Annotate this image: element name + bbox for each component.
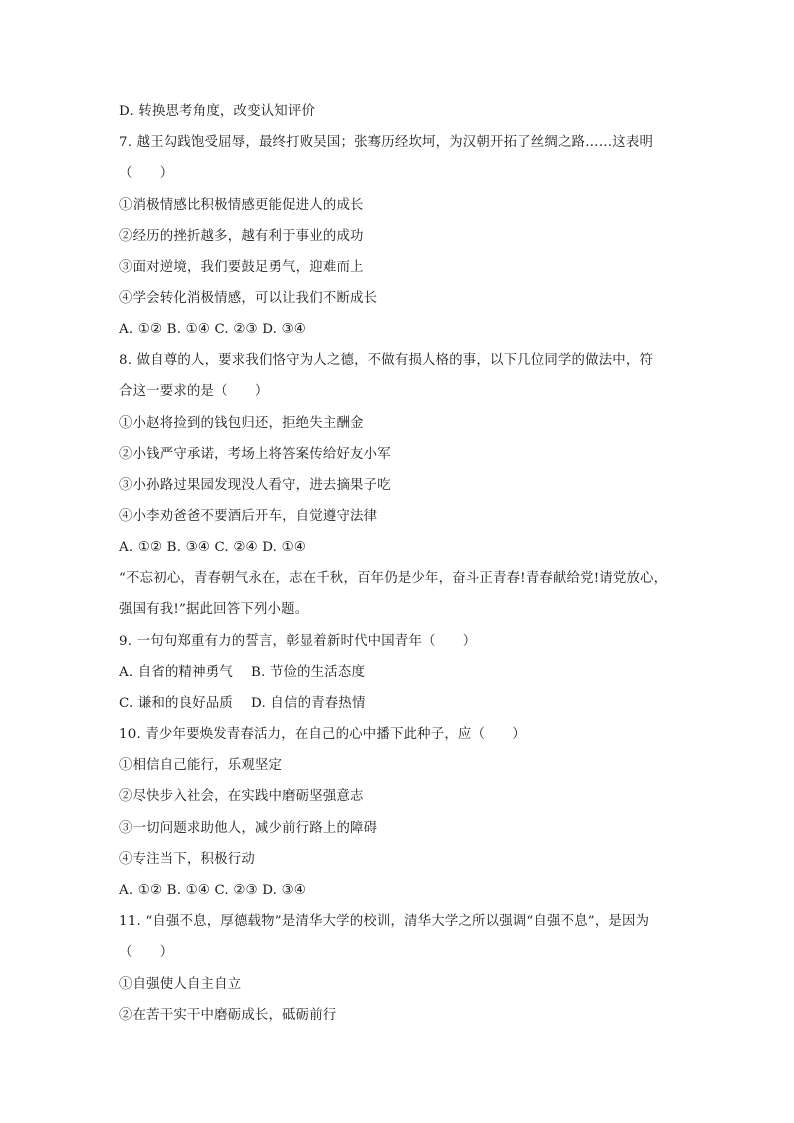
question-8-text: 8. 做自尊的人，要求我们恪守为人之德，不做有损人格的事，以下几位同学的做法中，符 [119,353,654,368]
quote-text: “不忘初心，青春朝气永在，志在千秋，百年仍是少年，奋斗正青春!青春献给党!请党放心， [119,571,668,586]
question-7-item-3: ③面对逆境，我们要鼓足勇气，迎难而上 [119,260,364,275]
question-9-options-cd: C. 谦和的良好品质 D. 自信的青春热情 [119,696,366,711]
option-d-line: D. 转换思考角度，改变认知评价 [119,104,316,119]
question-8-options: A. ①② B. ③④ C. ②④ D. ①④ [119,540,306,555]
question-10-item-3: ③一切问题求助他人，减少前行路上的障碍 [119,821,378,836]
question-7-item-4: ④学会转化消极情感，可以让我们不断成长 [119,291,378,306]
question-8-text-cont: 合这一要求的是（ ） [119,384,269,399]
question-9-options-ab: A. 自省的精神勇气 B. 节俭的生活态度 [119,665,366,680]
question-7-bracket: （ ） [119,166,174,181]
question-10-item-1: ①相信自己能行，乐观坚定 [119,758,283,773]
quote-text-cont: 强国有我!”据此回答下列小题。 [119,602,309,617]
question-10-item-4: ④专注当下，积极行动 [119,852,255,867]
question-11-bracket: （ ） [119,945,174,960]
question-7-item-1: ①消极情感比积极情感更能促进人的成长 [119,198,364,213]
question-7-options: A. ①② B. ①④ C. ②③ D. ③④ [119,322,306,337]
question-8-item-2: ②小钱严守承诺，考场上将答案传给好友小军 [119,447,391,462]
question-10-options: A. ①② B. ①④ C. ②③ D. ③④ [119,883,306,898]
question-11-item-2: ②在苦干实干中磨砺成长，砥砺前行 [119,1008,337,1023]
question-11-text: 11. “自强不息，厚德载物”是清华大学的校训，清华大学之所以强调“自强不息”，是因为 [119,914,650,929]
question-10-text: 10. 青少年要焕发青春活力，在自己的心中播下此种子，应（ ） [119,727,526,742]
question-7-text: 7. 越王勾践饱受屈辱，最终打败吴国；张骞历经坎坷，为汉朝开拓了丝绸之路……这表明 [119,135,654,150]
question-8-item-1: ①小赵将捡到的钱包归还，拒绝失主酬金 [119,416,364,431]
question-7-item-2: ②经历的挫折越多，越有利于事业的成功 [119,229,364,244]
question-10-item-2: ②尽快步入社会，在实践中磨砺坚强意志 [119,789,364,804]
question-9-text: 9. 一句句郑重有力的誓言，彰显着新时代中国青年（ ） [119,634,477,649]
question-8-item-4: ④小李劝爸爸不要酒后开车，自觉遵守法律 [119,509,378,524]
question-8-item-3: ③小孙路过果园发现没人看守，进去摘果子吃 [119,478,391,493]
question-11-item-1: ①自强使人自主自立 [119,977,242,992]
